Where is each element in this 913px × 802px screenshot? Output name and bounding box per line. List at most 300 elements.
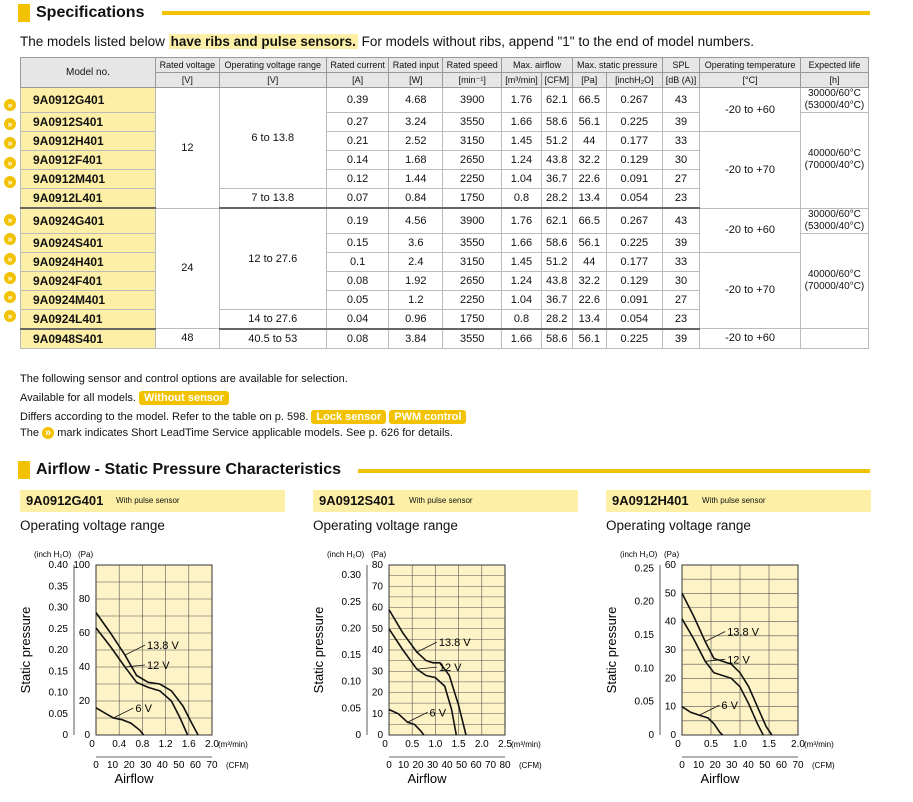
m3-cell: 1.45: [502, 252, 541, 271]
op-voltage-cell: 14 to 27.6: [219, 309, 326, 329]
cfm-tick-label: 10: [693, 760, 705, 771]
inch-cell: 0.091: [606, 290, 662, 309]
inch-tick-label: 0.20: [634, 596, 654, 608]
input-cell: 0.96: [389, 309, 443, 329]
spl-cell: 23: [662, 309, 699, 329]
inch-cell: 0.267: [606, 208, 662, 233]
note-line-3-text: Differs according to the model. Refer to the table on p. 598.: [20, 411, 309, 423]
input-cell: 1.92: [389, 271, 443, 290]
rated-voltage-cell: 12: [156, 88, 220, 209]
life-line: (70000/40°C): [804, 280, 865, 292]
pa-cell: 13.4: [572, 309, 606, 329]
m3-cell: 1.24: [502, 151, 541, 170]
th-unit: [m³/min]: [502, 73, 541, 88]
op-temp-cell: -20 to +70: [700, 132, 801, 209]
series-label: 12 V: [438, 662, 462, 675]
cfm-tick-label: 60: [189, 760, 201, 771]
current-cell: 0.07: [326, 189, 389, 209]
x-tick-label: 2.0: [791, 739, 805, 750]
short-lead-time-icon: »: [4, 233, 16, 245]
model-cell: 9A0912G401: [21, 88, 156, 113]
cfm-tick-label: 20: [709, 760, 721, 771]
pa-cell: 13.4: [572, 189, 606, 209]
without-sensor-chip: Without sensor: [139, 391, 229, 405]
inch-tick-label: 0: [62, 730, 68, 741]
th-max-static: Max. static pressure: [572, 58, 662, 73]
m3-cell: 1.66: [502, 329, 541, 349]
y-unit-pa: (Pa): [78, 550, 94, 559]
th-rated-current: Rated current: [326, 58, 389, 73]
inch-tick-label: 0.30: [48, 602, 68, 614]
x-tick-label: 1.2: [158, 739, 173, 750]
table-row: [21, 208, 869, 233]
short-lead-time-icon: »: [4, 157, 16, 169]
inch-tick-label: 0.15: [48, 666, 68, 678]
table-row: [21, 329, 869, 349]
op-temp-cell: -20 to +60: [700, 208, 801, 252]
cfm-tick-label: 10: [397, 760, 410, 771]
model-cell: 9A0912M401: [21, 170, 156, 189]
x-unit-cfm: (CFM): [812, 761, 835, 770]
heading-marker: [18, 461, 30, 479]
inch-cell: 0.225: [606, 233, 662, 252]
x-axis-label: Airflow: [407, 771, 447, 786]
y-unit-inch: (inch H₂O): [34, 550, 72, 559]
x-unit-cfm: (CFM): [226, 761, 249, 770]
th-unit: [min⁻¹]: [443, 73, 502, 88]
model-cell: 9A0924S401: [21, 233, 156, 252]
inch-tick-label: 0: [355, 730, 361, 741]
inch-cell: 0.054: [606, 309, 662, 329]
pa-cell: 56.1: [572, 113, 606, 132]
input-cell: 1.2: [389, 290, 443, 309]
inch-tick-label: 0.05: [341, 703, 361, 715]
airflow-title: Airflow - Static Pressure Characteristics: [36, 461, 342, 478]
inch-tick-label: 0.10: [634, 663, 654, 675]
model-cell: 9A0924G401: [21, 208, 156, 233]
pa-tick-label: 80: [371, 560, 383, 571]
input-cell: 1.68: [389, 151, 443, 170]
inch-tick-label: 0.35: [48, 581, 68, 593]
short-lead-time-icon: »: [4, 137, 16, 149]
th-unit: [Pa]: [572, 73, 606, 88]
inch-tick-label: 0.30: [341, 570, 361, 582]
model-cell: 9A0948S401: [21, 329, 156, 349]
model-cell: 9A0912S401: [21, 113, 156, 132]
cfm-cell: 58.6: [541, 233, 572, 252]
x-tick-label: 2.0: [205, 739, 219, 750]
short-lead-time-icon: »: [4, 291, 16, 303]
input-cell: 3.24: [389, 113, 443, 132]
inch-tick-label: 0.25: [341, 596, 361, 608]
table-header-row: [21, 58, 869, 73]
cfm-cell: 28.2: [541, 189, 572, 209]
y-axis-label: Static pressure: [18, 606, 33, 694]
th-unit: [CFM]: [541, 73, 572, 88]
input-cell: 3.84: [389, 329, 443, 349]
life-line: (53000/40°C): [804, 220, 865, 232]
cfm-tick-label: 60: [775, 760, 787, 771]
life-cell: [800, 208, 868, 233]
x-tick-label: 1.0: [733, 739, 747, 750]
series-label: 12 V: [727, 654, 750, 667]
op-temp-cell: -20 to +60: [700, 88, 801, 132]
airflow-heading: [18, 461, 341, 479]
heading-marker: [18, 4, 30, 22]
pa-tick-label: 60: [664, 560, 676, 571]
x-axis-label: Airflow: [114, 771, 154, 786]
th-unit: [W]: [389, 73, 443, 88]
y-unit-pa: (Pa): [664, 550, 680, 559]
cfm-cell: 51.2: [541, 252, 572, 271]
x-tick-label: 1.5: [762, 739, 776, 750]
chart-svg: [313, 545, 578, 800]
cfm-tick-label: 10: [107, 760, 119, 771]
m3-cell: 1.66: [502, 113, 541, 132]
x-unit-cfm: (CFM): [519, 761, 542, 770]
x-unit-m3: (m³/min): [804, 740, 834, 749]
y-unit-inch: (inch H₂O): [327, 550, 365, 559]
series-label: 6 V: [721, 700, 738, 713]
pa-cell: 44: [572, 132, 606, 151]
short-lead-time-icon: »: [4, 118, 16, 130]
pa-cell: 56.1: [572, 233, 606, 252]
note-line-2-text: Available for all models.: [20, 392, 136, 404]
chart-subtitle: With pulse sensor: [116, 496, 180, 505]
speed-cell: 3550: [443, 113, 502, 132]
heading-rule: [162, 11, 870, 15]
table-row: [21, 88, 869, 113]
short-lead-time-icon: »: [42, 427, 54, 439]
th-unit: [V]: [219, 73, 326, 88]
inch-cell: 0.177: [606, 132, 662, 151]
speed-cell: 2250: [443, 170, 502, 189]
series-label: 6 V: [135, 703, 152, 715]
spl-cell: 39: [662, 233, 699, 252]
pa-tick-label: 20: [664, 673, 676, 685]
chart-model-name: 9A0912H401: [612, 493, 689, 508]
m3-cell: 1.45: [502, 132, 541, 151]
x-axis-label: Airflow: [700, 771, 740, 786]
current-cell: 0.08: [326, 329, 389, 349]
pa-tick-label: 40: [371, 645, 383, 656]
cfm-cell: 36.7: [541, 170, 572, 189]
current-cell: 0.12: [326, 170, 389, 189]
chart-op-label: Operating voltage range: [313, 518, 458, 533]
spl-cell: 33: [662, 252, 699, 271]
cfm-tick-label: 30: [426, 760, 439, 771]
spl-cell: 30: [662, 271, 699, 290]
y-axis-label: Static pressure: [311, 606, 326, 694]
pa-tick-label: 60: [371, 602, 383, 614]
inch-cell: 0.129: [606, 151, 662, 170]
cfm-tick-label: 40: [742, 760, 754, 771]
life-cell: [800, 88, 868, 113]
input-cell: 4.68: [389, 88, 443, 113]
life-line: (70000/40°C): [804, 160, 865, 172]
model-cell: 9A0924M401: [21, 290, 156, 309]
th-unit: [°C]: [700, 73, 801, 88]
table-row: [21, 252, 869, 271]
pa-tick-label: 100: [73, 560, 90, 571]
op-voltage-cell: 40.5 to 53: [219, 329, 326, 349]
rated-voltage-cell: 48: [156, 329, 220, 349]
life-line: 30000/60°C: [807, 208, 861, 220]
spl-cell: 23: [662, 189, 699, 209]
input-cell: 0.84: [389, 189, 443, 209]
note-line-4: [20, 427, 453, 439]
note-line-1: The following sensor and control options are available for selection.: [20, 373, 348, 385]
cfm-tick-label: 0: [386, 760, 392, 771]
pa-tick-label: 60: [78, 628, 90, 639]
cfm-tick-label: 30: [726, 760, 738, 771]
rated-voltage-cell: 24: [156, 208, 220, 329]
cfm-tick-label: 50: [173, 760, 185, 771]
spec-table-body: [21, 88, 869, 349]
input-cell: 2.4: [389, 252, 443, 271]
current-cell: 0.04: [326, 309, 389, 329]
note-line-3: [20, 410, 466, 424]
inch-tick-label: 0.10: [48, 687, 68, 699]
cfm-tick-label: 50: [759, 760, 771, 771]
spl-cell: 27: [662, 170, 699, 189]
th-op-voltage: Operating voltage range: [219, 58, 326, 73]
model-cell: 9A0924H401: [21, 252, 156, 271]
x-tick-label: 0: [675, 739, 681, 750]
cfm-tick-label: 40: [156, 760, 168, 771]
chart-model-name: 9A0912S401: [319, 493, 395, 508]
chart-svg: [606, 545, 871, 800]
series-label: 13.8 V: [727, 626, 760, 639]
spl-cell: 30: [662, 151, 699, 170]
op-temp-cell: -20 to +70: [700, 252, 801, 329]
current-cell: 0.27: [326, 113, 389, 132]
pa-tick-label: 0: [670, 730, 676, 741]
life-cell: [800, 113, 868, 209]
m3-cell: 0.8: [502, 309, 541, 329]
m3-cell: 1.76: [502, 208, 541, 233]
chart-subtitle: With pulse sensor: [409, 496, 473, 505]
cfm-tick-label: 70: [206, 760, 218, 771]
short-lead-time-icon: »: [4, 99, 16, 111]
inch-tick-label: 0.15: [341, 650, 361, 662]
cfm-tick-label: 60: [470, 760, 482, 771]
op-voltage-cell: 6 to 13.8: [219, 88, 326, 189]
pa-tick-label: 30: [371, 666, 383, 678]
current-cell: 0.19: [326, 208, 389, 233]
life-cell: [800, 329, 868, 349]
heading-rule: [358, 469, 870, 473]
th-unit: [dB (A)]: [662, 73, 699, 88]
th-unit: [inchH₂O]: [606, 73, 662, 88]
pa-tick-label: 20: [371, 687, 383, 699]
current-cell: 0.15: [326, 233, 389, 252]
model-cell: 9A0912H401: [21, 132, 156, 151]
x-unit-m3: (m³/min): [511, 740, 541, 749]
inch-tick-label: 0.05: [48, 708, 68, 720]
life-line: 40000/60°C: [807, 268, 861, 280]
chart-panel-2: [313, 490, 578, 800]
pa-cell: 22.6: [572, 290, 606, 309]
inch-cell: 0.054: [606, 189, 662, 209]
th-rated-speed: Rated speed: [443, 58, 502, 73]
inch-cell: 0.267: [606, 88, 662, 113]
short-lead-time-icon: »: [4, 310, 16, 322]
inch-cell: 0.225: [606, 113, 662, 132]
th-op-temp: Operating temperature: [700, 58, 801, 73]
cfm-cell: 43.8: [541, 151, 572, 170]
pa-cell: 66.5: [572, 88, 606, 113]
spl-cell: 27: [662, 290, 699, 309]
pa-tick-label: 0: [84, 730, 90, 741]
intro-text: [20, 34, 754, 49]
table-row: [21, 132, 869, 151]
pa-tick-label: 50: [664, 588, 676, 600]
pa-tick-label: 80: [78, 594, 90, 605]
pa-tick-label: 40: [664, 616, 676, 628]
th-max-airflow: Max. airflow: [502, 58, 573, 73]
m3-cell: 1.66: [502, 233, 541, 252]
cfm-cell: 62.1: [541, 88, 572, 113]
speed-cell: 3550: [443, 233, 502, 252]
th-spl: SPL: [662, 58, 699, 73]
m3-cell: 1.04: [502, 170, 541, 189]
series-label: 13.8 V: [147, 640, 179, 653]
input-cell: 4.56: [389, 208, 443, 233]
op-voltage-cell: 7 to 13.8: [219, 189, 326, 209]
chart-subtitle: With pulse sensor: [702, 496, 766, 505]
cfm-tick-label: 40: [441, 760, 453, 771]
x-tick-label: 0.5: [405, 739, 420, 750]
inch-tick-label: 0.10: [341, 676, 361, 688]
spl-cell: 43: [662, 88, 699, 113]
th-rated-voltage: Rated voltage: [156, 58, 220, 73]
cfm-tick-label: 80: [499, 760, 511, 771]
pa-tick-label: 10: [371, 708, 383, 720]
life-line: 40000/60°C: [807, 148, 861, 160]
lock-sensor-chip: Lock sensor: [311, 410, 386, 424]
x-tick-label: 0.5: [704, 739, 718, 750]
pa-cell: 66.5: [572, 208, 606, 233]
life-line: 30000/60°C: [807, 88, 861, 99]
speed-cell: 3150: [443, 132, 502, 151]
spec-table: [20, 57, 869, 349]
spl-cell: 39: [662, 113, 699, 132]
spl-cell: 33: [662, 132, 699, 151]
th-unit: [A]: [326, 73, 389, 88]
pa-tick-label: 20: [78, 696, 90, 707]
th-model: Model no.: [21, 58, 156, 88]
inch-cell: 0.177: [606, 252, 662, 271]
cfm-tick-label: 50: [455, 760, 468, 771]
x-tick-label: 0: [382, 739, 388, 750]
note-line-4-post: mark indicates Short LeadTime Service applicable models. See p. 626 for details.: [54, 427, 453, 439]
note-line-2: [20, 391, 229, 405]
pa-cell: 44: [572, 252, 606, 271]
life-cell: [800, 233, 868, 329]
pwm-control-chip: PWM control: [389, 410, 466, 424]
current-cell: 0.14: [326, 151, 389, 170]
speed-cell: 2250: [443, 290, 502, 309]
current-cell: 0.05: [326, 290, 389, 309]
chart-panel-1: [20, 490, 285, 800]
pa-tick-label: 50: [371, 623, 383, 635]
pa-tick-label: 70: [371, 581, 383, 593]
inch-cell: 0.129: [606, 271, 662, 290]
cfm-tick-label: 70: [792, 760, 804, 771]
chart-panel-3: [606, 490, 871, 800]
x-tick-label: 1.5: [451, 739, 466, 750]
inch-tick-label: 0.25: [48, 623, 68, 635]
current-cell: 0.08: [326, 271, 389, 290]
speed-cell: 1750: [443, 189, 502, 209]
current-cell: 0.1: [326, 252, 389, 271]
cfm-tick-label: 30: [140, 760, 152, 771]
inch-cell: 0.091: [606, 170, 662, 189]
inch-tick-label: 0: [648, 730, 654, 741]
m3-cell: 1.24: [502, 271, 541, 290]
pa-cell: 22.6: [572, 170, 606, 189]
cfm-cell: 36.7: [541, 290, 572, 309]
model-cell: 9A0924F401: [21, 271, 156, 290]
model-cell: 9A0912L401: [21, 189, 156, 209]
th-unit: [h]: [800, 73, 868, 88]
series-label: 12 V: [147, 660, 170, 672]
chart-svg: [20, 545, 285, 800]
life-line: (53000/40°C): [804, 100, 865, 111]
series-label: 13.8 V: [438, 637, 471, 650]
op-temp-cell: -20 to +60: [700, 329, 801, 349]
model-cell: 9A0912F401: [21, 151, 156, 170]
y-unit-inch: (inch H₂O): [620, 550, 658, 559]
inch-tick-label: 0.25: [634, 563, 654, 575]
th-rated-input: Rated input: [389, 58, 443, 73]
y-unit-pa: (Pa): [371, 550, 387, 559]
cfm-cell: 58.6: [541, 113, 572, 132]
x-tick-label: 1.0: [428, 739, 443, 750]
short-lead-time-icon: »: [4, 272, 16, 284]
inch-cell: 0.225: [606, 329, 662, 349]
speed-cell: 3550: [443, 329, 502, 349]
cfm-tick-label: 70: [484, 760, 497, 771]
speed-cell: 2650: [443, 271, 502, 290]
x-tick-label: 2.0: [474, 739, 489, 750]
x-unit-m3: (m³/min): [218, 740, 248, 749]
cfm-cell: 62.1: [541, 208, 572, 233]
speed-cell: 3900: [443, 208, 502, 233]
cfm-tick-label: 0: [93, 760, 99, 771]
note-line-4-pre: The: [20, 427, 43, 439]
inch-tick-label: 0.15: [634, 630, 654, 642]
intro-highlight: have ribs and pulse sensors.: [170, 34, 356, 49]
cfm-cell: 51.2: [541, 132, 572, 151]
pa-tick-label: 40: [78, 662, 90, 673]
m3-cell: 1.04: [502, 290, 541, 309]
speed-cell: 3150: [443, 252, 502, 271]
speed-cell: 1750: [443, 309, 502, 329]
inch-tick-label: 0.20: [341, 623, 361, 635]
short-lead-time-icon: »: [4, 253, 16, 265]
pa-tick-label: 10: [664, 701, 676, 713]
x-tick-label: 1.6: [181, 739, 196, 750]
th-life: Expected life: [800, 58, 868, 73]
cfm-tick-label: 20: [123, 760, 135, 771]
inch-tick-label: 0.05: [634, 696, 654, 708]
short-lead-time-icon: »: [4, 176, 16, 188]
pa-tick-label: 30: [664, 645, 676, 656]
m3-cell: 0.8: [502, 189, 541, 209]
model-cell: 9A0924L401: [21, 309, 156, 329]
